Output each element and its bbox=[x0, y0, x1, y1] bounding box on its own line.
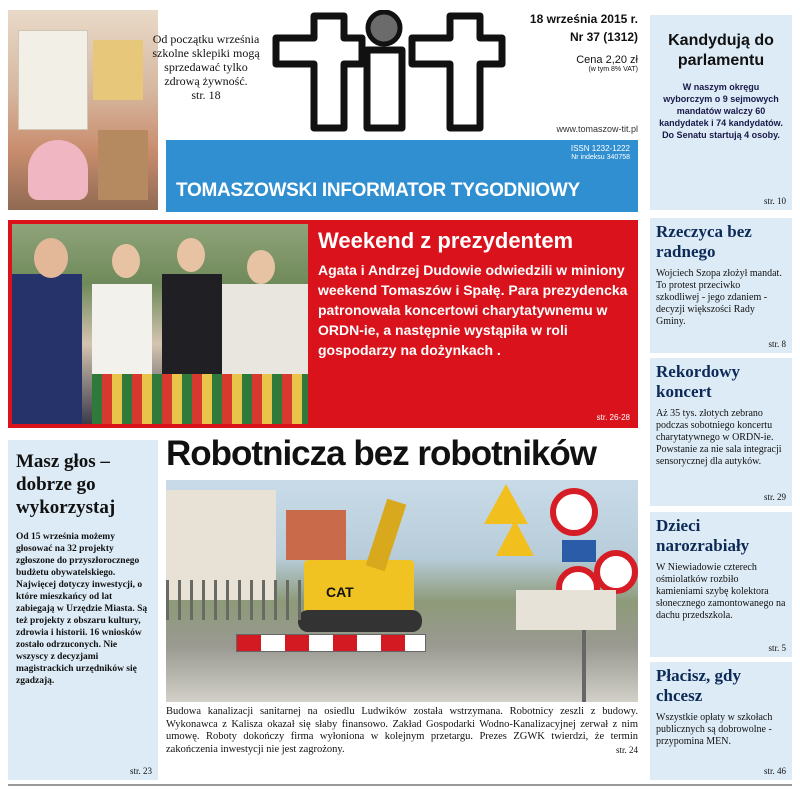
issue-vat: (w tym 8% VAT) bbox=[588, 66, 638, 73]
left-story-title: Masz głos – dobrze go wykorzystaj bbox=[16, 451, 116, 518]
sidebar-ref: str. 5 bbox=[768, 643, 786, 653]
sidebar-body: W Niewiadowie czterech ośmiolatków rozbiło kamieniami szybę kolektora słonecznego zamontowanego na dachu przedszkola. bbox=[656, 562, 786, 621]
website-link[interactable]: www.tomaszow-tit.pl bbox=[556, 124, 638, 134]
main-story-caption[interactable] bbox=[166, 706, 638, 756]
main-story-photo bbox=[166, 480, 638, 702]
teaser-ref: str. 18 bbox=[191, 88, 221, 102]
index-text: Nr indeksu 340758 bbox=[571, 154, 630, 161]
issue-number: Nr 37 (1312) bbox=[569, 30, 638, 44]
feature-body: Agata i Andrzej Dudowie odwiedzili w miniony weekend Tomaszów i Spałę. Para prezydencka patronowała koncertowi charytatywnemu w ORDN-ie, a następnie wystąpiła w roli gospodarzy na dożynkach . bbox=[318, 262, 628, 358]
sidebar-body: Wszystkie opłaty w szkołach publicznych są dobrowolne - przypomina MEN. bbox=[656, 712, 773, 747]
sidebar-body: Aż 35 tys. złotych zebrano podczas sobotniego koncertu charytatywnego w ORDN-ie. Powstanie za nie sala integracji sensorycznej dla autyków. bbox=[656, 408, 782, 467]
sidebar-title: Rzeczyca bez radnego bbox=[656, 222, 752, 261]
sidebar-ref: str. 29 bbox=[763, 492, 786, 502]
excavator-brand: CAT bbox=[326, 584, 354, 600]
sidebar-box-concert[interactable] bbox=[650, 358, 792, 506]
feature-title: Weekend z prezydentem bbox=[318, 228, 574, 253]
masthead-photo bbox=[8, 10, 158, 210]
sidebar-title: Płacisz, gdy chcesz bbox=[656, 666, 741, 705]
sidebar-ref: str. 8 bbox=[768, 339, 786, 349]
masthead-band bbox=[166, 140, 638, 212]
sidebar-ref: str. 10 bbox=[763, 196, 786, 206]
main-caption-text: Budowa kanalizacji sanitarnej na osiedlu Ludwików została wstrzymana. Robotnicy zeszli z budowy. Wykonawca z Kalisza okazał się słaby finansowo. Zakład Gospodarki Wodno-Kanalizacyjnej zerwał z nim umowę. Roboty dokończy firma wyłoniona w kolejnym przetargu. Prezes ZGWK twierdzi, że termin zakończenia inwestycji nie jest zagrożony. bbox=[166, 706, 638, 755]
masthead-teaser[interactable] bbox=[150, 32, 262, 102]
sidebar-ref: str. 46 bbox=[763, 766, 786, 776]
masthead-title: TOMASZOWSKI INFORMATOR TYGODNIOWY bbox=[176, 180, 580, 201]
sidebar-box-fees[interactable] bbox=[650, 662, 792, 780]
sidebar-box-children[interactable] bbox=[650, 512, 792, 657]
bottom-rule bbox=[8, 784, 792, 786]
sidebar-box-rzeczyca[interactable] bbox=[650, 218, 792, 353]
issn-text: ISSN 1232-1222 bbox=[570, 144, 630, 153]
masthead-info bbox=[508, 12, 638, 73]
issue-date: 18 września 2015 r. bbox=[529, 12, 638, 26]
teaser-text: Od początku września szkolne sklepiki mogą sprzedawać tylko zdrową żywność. bbox=[152, 32, 260, 88]
main-caption-ref: str. 24 bbox=[615, 744, 638, 755]
sidebar-title: Rekordowy koncert bbox=[656, 362, 741, 401]
sidebar-body: Wojciech Szopa złożył mandat. To protest przeciwko szkodliwej - jego zdaniem - decyzji większości Rady Gminy. bbox=[656, 268, 782, 327]
issue-price: Cena 2,20 zł bbox=[576, 54, 638, 66]
left-story[interactable] bbox=[8, 440, 158, 780]
sidebar-title: Dzieci narozrabiały bbox=[656, 516, 750, 555]
tit-logo bbox=[262, 10, 512, 138]
sidebar-title: Kandydują do parlamentu bbox=[668, 32, 774, 69]
feature-block[interactable] bbox=[8, 220, 638, 428]
left-story-body: Od 15 września możemy głosować na 32 projekty zgłoszone do przyszłorocznego budżetu obywatelskiego. Najwięcej dotyczy inwestycji, o które mieszkańcy od lat zabiegają w Urzędzie Miasta. Są też projekty z obszaru kultury, zdrowia i historii. 16 wniosków zostało odrzuconych. Nie wszyscy z decyzjami magistrackich urzędników się zgadzają. bbox=[16, 532, 148, 686]
left-story-ref: str. 23 bbox=[129, 766, 152, 776]
feature-ref: str. 26-28 bbox=[596, 413, 630, 422]
feature-photo bbox=[12, 224, 308, 424]
main-story-title: Robotnicza bez robotników bbox=[166, 434, 596, 473]
sidebar-body: W naszym okręgu wyborczym o 9 sejmowych mandatów walczy 60 kandydatek i 74 kandydatów. Do Senatu startują 4 osoby. bbox=[659, 82, 783, 140]
sidebar-box-parliament[interactable] bbox=[650, 15, 792, 210]
